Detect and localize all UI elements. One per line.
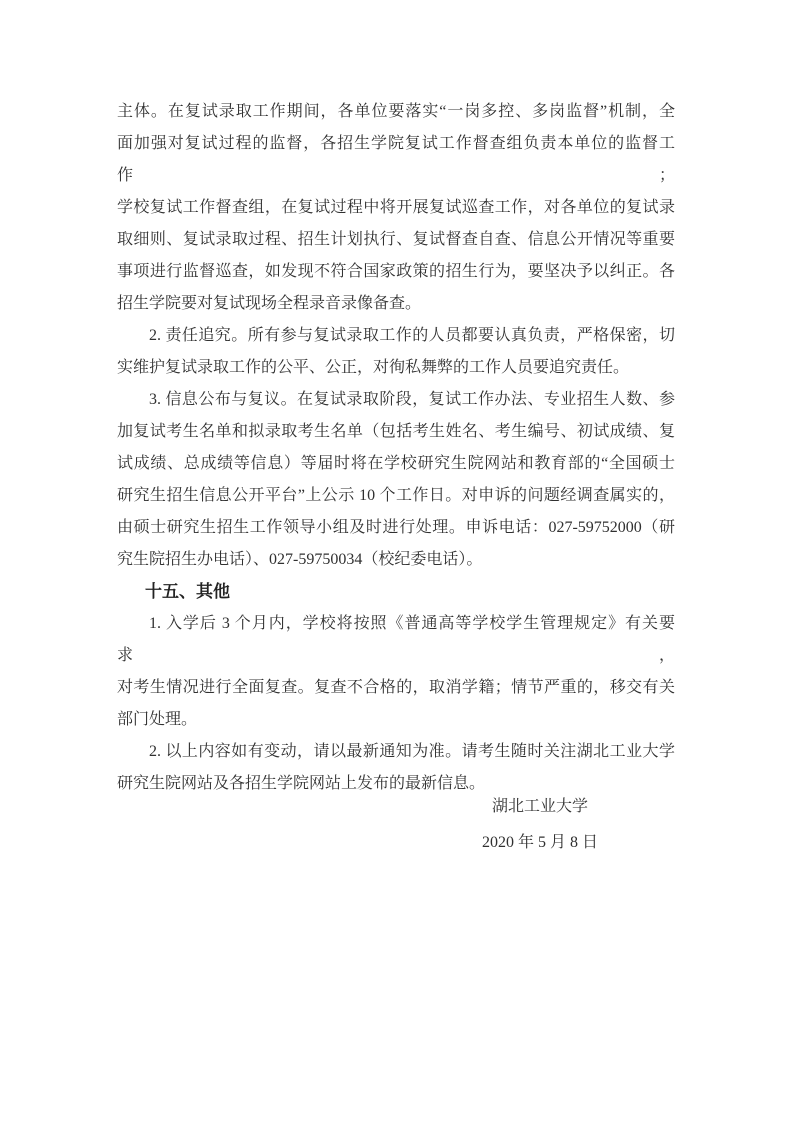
text-line: 实维护复试录取工作的公平、公正，对徇私舞弊的工作人员要追究责任。 bbox=[117, 359, 630, 376]
text-line: 招生学院要对复试现场全程录音录像备查。 bbox=[117, 295, 422, 312]
text-line: 事项进行监督巡查，如发现不符合国家政策的招生行为，要坚决予以纠正。各 bbox=[117, 263, 675, 280]
document-content bbox=[117, 96, 675, 800]
text-line: 部门处理。 bbox=[117, 711, 198, 728]
text-line: 对考生情况进行全面复查。复查不合格的，取消学籍；情节严重的，移交有关 bbox=[117, 679, 675, 696]
signature-date: 2020 年 5 月 8 日 bbox=[481, 834, 598, 851]
text-line: 由硕士研究生招生工作领导小组及时进行处理。申诉电话：027-59752000（研 bbox=[117, 519, 675, 536]
text-line: 取细则、复试录取过程、招生计划执行、复试督查自查、信息公开情况等重要 bbox=[117, 231, 675, 248]
text-line: 主体。在复试录取工作期间，各单位要落实“一岗多控、多岗监督”机制，全 bbox=[117, 103, 675, 120]
text-line: 学校复试工作督查组，在复试过程中将开展复试巡查工作，对各单位的复试录 bbox=[117, 199, 675, 216]
text-line: 2. 责任追究。所有参与复试录取工作的人员都要认真负责，严格保密，切 bbox=[149, 327, 675, 344]
text-line: 3. 信息公布与复议。在复试录取阶段，复试工作办法、专业招生人数、参 bbox=[149, 391, 675, 408]
text-line: 研究生招生信息公开平台”上公示 10 个工作日。对申诉的问题经调查属实的， bbox=[117, 487, 675, 504]
signature-block bbox=[400, 789, 680, 861]
text-line: 试成绩、总成绩等信息）等届时将在学校研究生院网站和教育部的“全国硕士 bbox=[117, 455, 675, 472]
text-line: 究生院招生办电话）、027-59750034（校纪委电话）。 bbox=[117, 551, 483, 568]
signature-org: 湖北工业大学 bbox=[491, 798, 588, 815]
section-heading: 十五、其他 bbox=[145, 582, 230, 601]
text-line: 研究生院网站及各招生学院网站上发布的最新信息。 bbox=[117, 775, 486, 792]
text-line: 1. 入学后 3 个月内，学校将按照《普通高等学校学生管理规定》有关要求， bbox=[117, 615, 675, 664]
text-line: 面加强对复试过程的监督，各招生学院复试工作督查组负责本单位的监督工作； bbox=[117, 135, 675, 184]
text-line: 加复试考生名单和拟录取考生名单（包括考生姓名、考生编号、初试成绩、复 bbox=[117, 423, 675, 440]
text-line: 2. 以上内容如有变动，请以最新通知为准。请考生随时关注湖北工业大学 bbox=[149, 743, 675, 760]
